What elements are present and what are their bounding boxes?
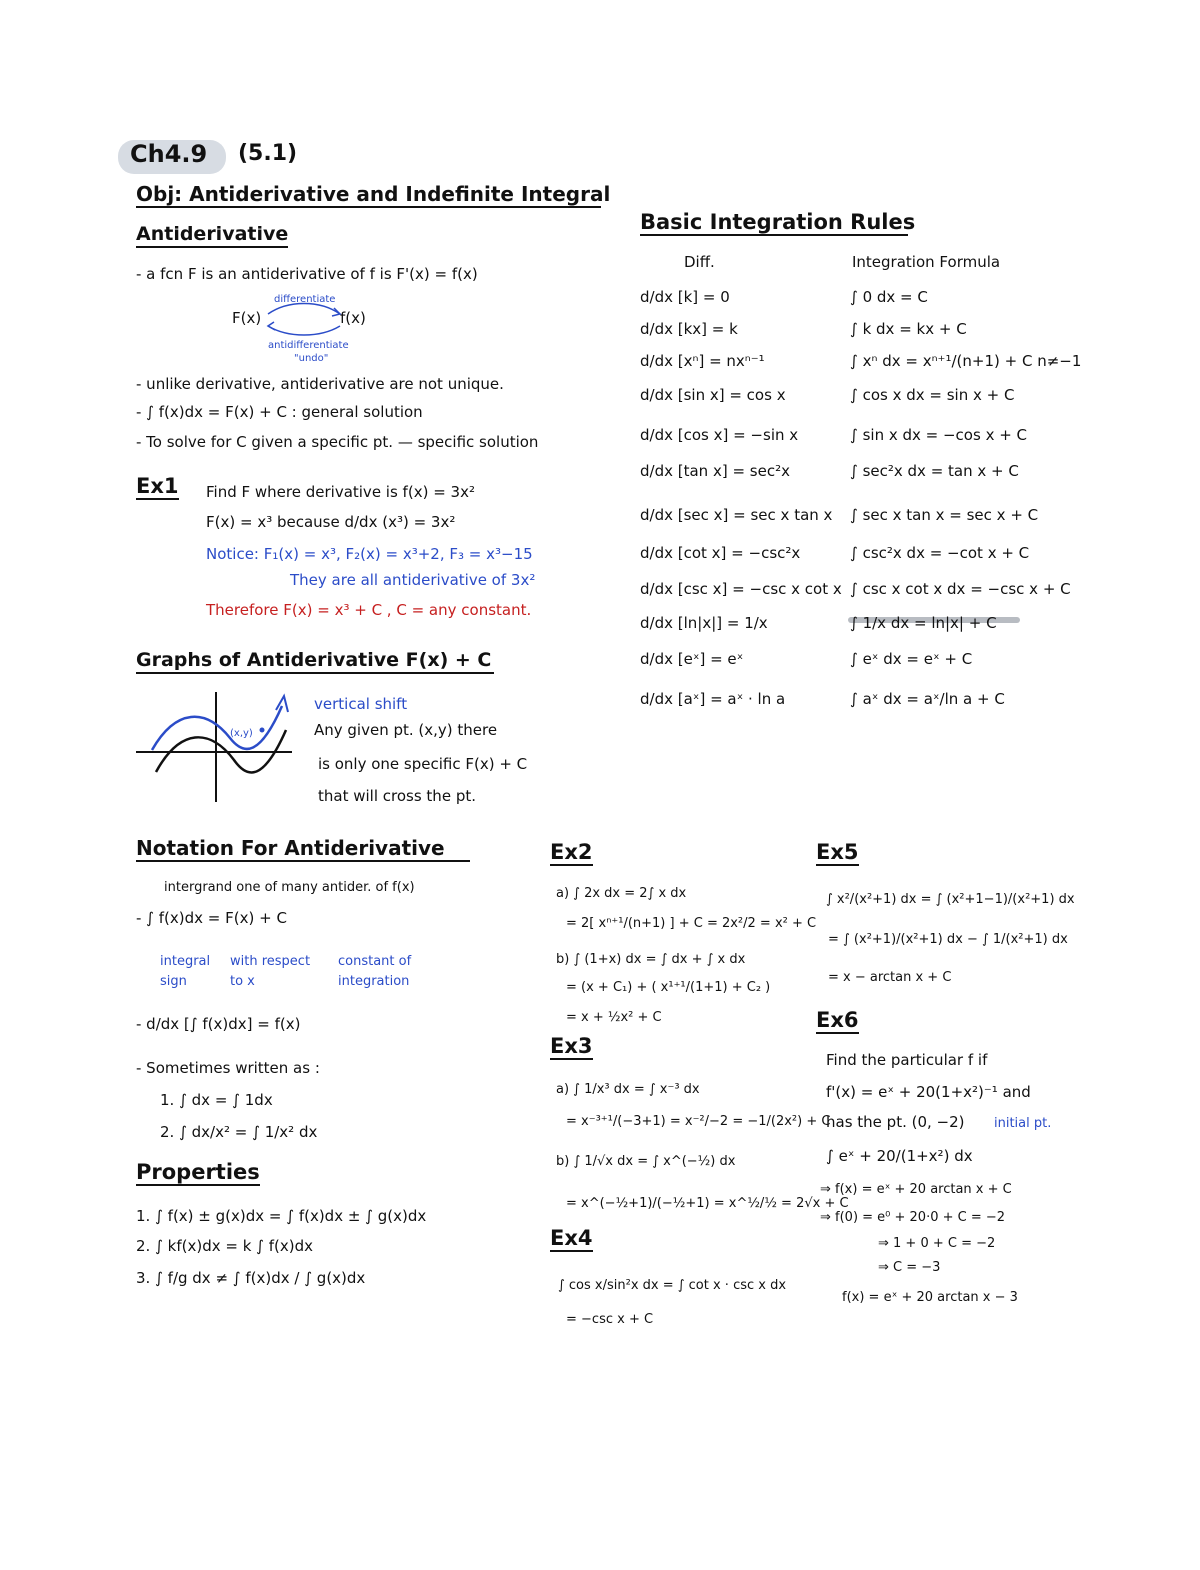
rule-derivative: d/dx [sec x] = sec x tan x: [640, 506, 833, 524]
ex2-a1: a) ∫ 2x dx = 2∫ x dx: [556, 886, 687, 901]
rule-row: [640, 644, 1020, 678]
general-solution-note: - ∫ f(x)dx = F(x) + C : general solution: [136, 403, 423, 421]
rule-integral: ∫ sec²x dx = tan x + C: [850, 462, 1019, 480]
ex1-therefore: Therefore F(x) = x³ + C , C = any constant.: [206, 601, 532, 619]
graph-text2: is only one specific F(x) + C: [318, 755, 528, 773]
diagram-F: F(x): [232, 309, 262, 327]
ex2-a2: = 2[ xⁿ⁺¹/(n+1) ] + C = 2x²/2 = x² + C: [566, 916, 817, 931]
notation-formula: - ∫ f(x)dx = F(x) + C: [136, 909, 287, 927]
ex3-a2: = x⁻³⁺¹/(−3+1) = x⁻²/−2 = −1/(2x²) + C: [566, 1114, 831, 1129]
ex6-l6: ⇒ f(0) = e⁰ + 20·0 + C = −2: [820, 1210, 1006, 1225]
ex6-l8: ⇒ C = −3: [878, 1260, 941, 1275]
rule-derivative: d/dx [kx] = k: [640, 320, 738, 338]
col-diff-header: Diff.: [684, 253, 715, 271]
ex6-l1: Find the particular f if: [826, 1051, 988, 1069]
ex1-notice: Notice: F₁(x) = x³, F₂(x) = x³+2, F₃ = x³−15: [206, 545, 533, 563]
ex4-l2: = −csc x + C: [566, 1312, 654, 1327]
ex1-line2: F(x) = x³ because d/dx (x³) = 3x²: [206, 513, 456, 531]
notation-sometimes: - Sometimes written as :: [136, 1059, 320, 1077]
notation-s1: 1. ∫ dx = ∫ 1dx: [160, 1091, 273, 1109]
rule-derivative: d/dx [k] = 0: [640, 288, 730, 306]
ex1-notice2: They are all antiderivative of 3x²: [290, 571, 536, 589]
ex6-l5: ⇒ f(x) = eˣ + 20 arctan x + C: [820, 1182, 1012, 1197]
ex4-l1: ∫ cos x/sin²x dx = ∫ cot x · csc x dx: [558, 1278, 787, 1293]
notation-heading: Notation For Antiderivative: [136, 838, 470, 862]
ex3-label: Ex3: [550, 1034, 593, 1058]
rule-derivative: d/dx [cos x] = −sin x: [640, 426, 799, 444]
rule-integral: ∫ aˣ dx = aˣ/ln a + C: [850, 690, 1005, 708]
rule-integral: ∫ k dx = kx + C: [850, 320, 967, 338]
ex6-initial-pt: initial pt.: [994, 1116, 1052, 1131]
antiderivative-graph: [132, 686, 302, 806]
rule-row: [640, 500, 1039, 534]
ex6-l7: ⇒ 1 + 0 + C = −2: [878, 1236, 996, 1251]
rule-row: [640, 684, 1020, 718]
ex4-label: Ex4: [550, 1226, 593, 1250]
diagram-antidifferentiate: antidifferentiate: [268, 340, 349, 351]
rule-integral: ∫ cos x dx = sin x + C: [850, 386, 1015, 404]
graph-shift-label: vertical shift: [314, 695, 408, 713]
rule-row: [640, 608, 1020, 642]
ex2-b3: = x + ½x² + C: [566, 1010, 662, 1025]
col-int-header: Integration Formula: [852, 253, 1001, 271]
rule-row: [640, 314, 1020, 348]
rule-row: [640, 346, 1082, 380]
rule-row: [640, 380, 1020, 414]
diagram-differentiate: differentiate: [274, 294, 336, 305]
ex2-label: Ex2: [550, 840, 593, 864]
rule-derivative: d/dx [csc x] = −csc x cot x: [640, 580, 842, 598]
rule-integral: ∫ eˣ dx = eˣ + C: [850, 650, 973, 668]
section-number: (5.1): [238, 141, 298, 166]
diagram-arrows: [262, 296, 348, 342]
rule-derivative: d/dx [xⁿ] = nxⁿ⁻¹: [640, 352, 765, 370]
rule-derivative: d/dx [tan x] = sec²x: [640, 462, 790, 480]
graphs-heading: Graphs of Antiderivative F(x) + C: [136, 650, 494, 674]
rule-integral: ∫ 0 dx = C: [850, 288, 928, 306]
ex6-label: Ex6: [816, 1008, 859, 1032]
properties-heading: Properties: [136, 1160, 260, 1184]
specific-solution-note: - To solve for C given a specific pt. — specific solution: [136, 433, 539, 451]
ex6-l2: f'(x) = eˣ + 20(1+x²)⁻¹ and: [826, 1083, 1031, 1101]
notation-with-respect: with respect to x: [230, 954, 311, 989]
property-3: 3. ∫ f/g dx ≠ ∫ f(x)dx / ∫ g(x)dx: [136, 1269, 366, 1287]
ex5-l2: = ∫ (x²+1)/(x²+1) dx − ∫ 1/(x²+1) dx: [828, 932, 1068, 947]
basic-rules-heading: Basic Integration Rules: [640, 210, 916, 234]
rule-integral: ∫ csc x cot x dx = −csc x + C: [850, 580, 1071, 598]
ex6-l3: has the pt. (0, −2): [826, 1113, 965, 1131]
diagram-f: f(x): [340, 309, 366, 327]
ex2-b1: b) ∫ (1+x) dx = ∫ dx + ∫ x dx: [556, 952, 746, 967]
rule-integral: ∫ xⁿ dx = xⁿ⁺¹/(n+1) + C n≠−1: [850, 352, 1082, 370]
rule-derivative: d/dx [ln|x|] = 1/x: [640, 614, 768, 632]
ex1-line1: Find F where derivative is f(x) = 3x²: [206, 483, 475, 501]
rule-integral: ∫ sec x tan x = sec x + C: [850, 506, 1039, 524]
rule-row: [640, 420, 1028, 454]
graph-text1: Any given pt. (x,y) there: [314, 721, 498, 739]
diagram-undo: "undo": [294, 353, 329, 364]
rule-row: [640, 538, 1030, 572]
rule-derivative: d/dx [sin x] = cos x: [640, 386, 786, 404]
antiderivative-unique-note: - unlike derivative, antiderivative are not unique.: [136, 375, 504, 393]
ex5-l1: ∫ x²/(x²+1) dx = ∫ (x²+1−1)/(x²+1) dx: [826, 892, 1075, 907]
notation-constant: constant of integration: [338, 954, 412, 989]
rule-integral: ∫ 1/x dx = ln|x| + C: [850, 614, 997, 632]
graph-point-label: (x,y): [230, 728, 253, 739]
rule-derivative: d/dx [aˣ] = aˣ · ln a: [640, 690, 786, 708]
ex6-l4: ∫ eˣ + 20/(1+x²) dx: [826, 1147, 973, 1165]
antiderivative-heading: Antiderivative: [136, 224, 288, 248]
notation-derivative-rule: - d/dx [∫ f(x)dx] = f(x): [136, 1015, 301, 1033]
chapter-title: Ch4.9: [130, 140, 208, 168]
ex6-l9: f(x) = eˣ + 20 arctan x − 3: [842, 1290, 1018, 1305]
rule-row: [640, 456, 1020, 490]
property-1: 1. ∫ f(x) ± g(x)dx = ∫ f(x)dx ± ∫ g(x)dx: [136, 1207, 427, 1225]
ex3-b2: = x^(−½+1)/(−½+1) = x^½/½ = 2√x + C: [566, 1196, 849, 1211]
rule-integral: ∫ csc²x dx = −cot x + C: [850, 544, 1030, 562]
ex5-l3: = x − arctan x + C: [828, 970, 952, 985]
ex5-label: Ex5: [816, 840, 859, 864]
rule-row: [640, 282, 1020, 316]
notation-integral-sign: integral sign: [160, 954, 211, 989]
rule-derivative: d/dx [eˣ] = eˣ: [640, 650, 744, 668]
notation-s2: 2. ∫ dx/x² = ∫ 1/x² dx: [160, 1123, 318, 1141]
ex2-b2: = (x + C₁) + ( x¹⁺¹/(1+1) + C₂ ): [566, 980, 771, 995]
ex1-label: Ex1: [136, 474, 179, 498]
rule-integral: ∫ sin x dx = −cos x + C: [850, 426, 1028, 444]
graph-text3: that will cross the pt.: [318, 787, 476, 805]
ex3-a1: a) ∫ 1/x³ dx = ∫ x⁻³ dx: [556, 1082, 700, 1097]
ex3-b1: b) ∫ 1/√x dx = ∫ x^(−½) dx: [556, 1154, 736, 1169]
objective: Obj: Antiderivative and Indefinite Integral: [136, 182, 611, 206]
notation-top-label: intergrand one of many antider. of f(x): [164, 880, 415, 895]
rule-derivative: d/dx [cot x] = −csc²x: [640, 544, 801, 562]
property-2: 2. ∫ kf(x)dx = k ∫ f(x)dx: [136, 1237, 314, 1255]
rule-row: [640, 574, 1071, 608]
antiderivative-definition: - a fcn F is an antiderivative of f is F'(x) = f(x): [136, 265, 478, 283]
